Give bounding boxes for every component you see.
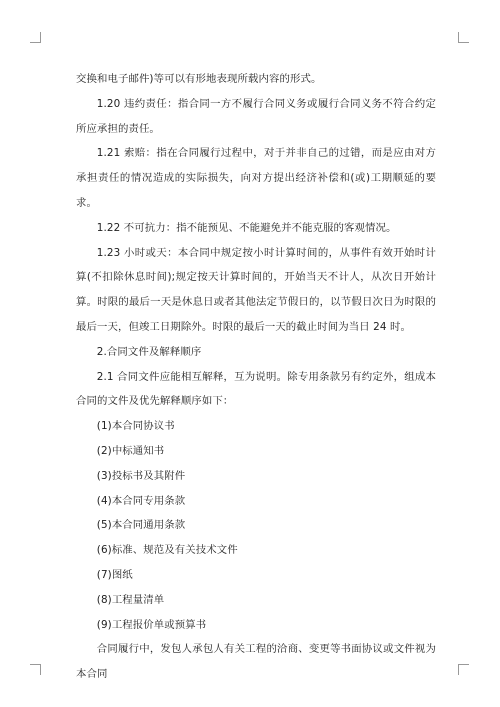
paragraph-continuation: 交换和电子邮件)等可以有形地表现所载内容的形式。 (76, 73, 322, 85)
list-item: (7)图纸 (96, 568, 133, 581)
list-item: (1)本合同协议书 (96, 420, 175, 433)
list-item: (5)本合同通用条款 (96, 519, 186, 532)
paragraph-hour-or-day: 1.23 小时或天：本合同中规定按小时计算时间的，从事件有效开始时计算(不扣除休息时间);规定按天计算时间的，开始当天不计人，从次日开始计算。时限的最后一天是休息日或者其他法定节假日的，以节假日次日为时限的最后一天，但竣工日期除外。时限的最后一天的截止时间为当日 24 时。 (76, 246, 436, 333)
paragraph-interpretation-order: 2.1 合同文件应能相互解释，互为说明。除专用条款另有约定外，组成本合同的文件及优先解释顺序如下： (76, 370, 436, 408)
crop-mark-top-right (458, 32, 469, 43)
paragraph-force-majeure: 1.22 不可抗力：指不能预见、不能避免并不能克服的客观情况。 (96, 221, 397, 234)
list-item: (6)标准、规范及有关技术文件 (96, 544, 238, 557)
paragraph-performance-note: 合同履行中，发包人承包人有关工程的洽商、变更等书面协议或文件视为本合同 (76, 643, 436, 681)
document-body (76, 67, 436, 687)
list-item: (3)投标书及其附件 (96, 469, 186, 482)
list-item: (9)工程报价单或预算书 (96, 618, 207, 631)
paragraph-breach-liability: 1.20 违约责任：指合同一方不履行合同义务或履行合同义务不符合约定所应承担的责任。 (76, 97, 436, 135)
list-item: (4)本合同专用条款 (96, 494, 186, 507)
paragraph-claim: 1.21 索赔：指在合同履行过程中，对于并非自己的过错，而是应由对方承担责任的情况造成的实际损失，向对方提出经济补偿和(或)工期顺延的要求。 (76, 147, 436, 209)
section-heading-contract-documents: 2.合同文件及解释顺序 (96, 345, 202, 358)
list-item: (2)中标通知书 (96, 444, 165, 457)
crop-mark-top-left (30, 32, 41, 43)
crop-mark-bottom-right (458, 664, 469, 675)
list-item: (8)工程量清单 (96, 593, 165, 606)
crop-mark-bottom-left (30, 664, 41, 675)
